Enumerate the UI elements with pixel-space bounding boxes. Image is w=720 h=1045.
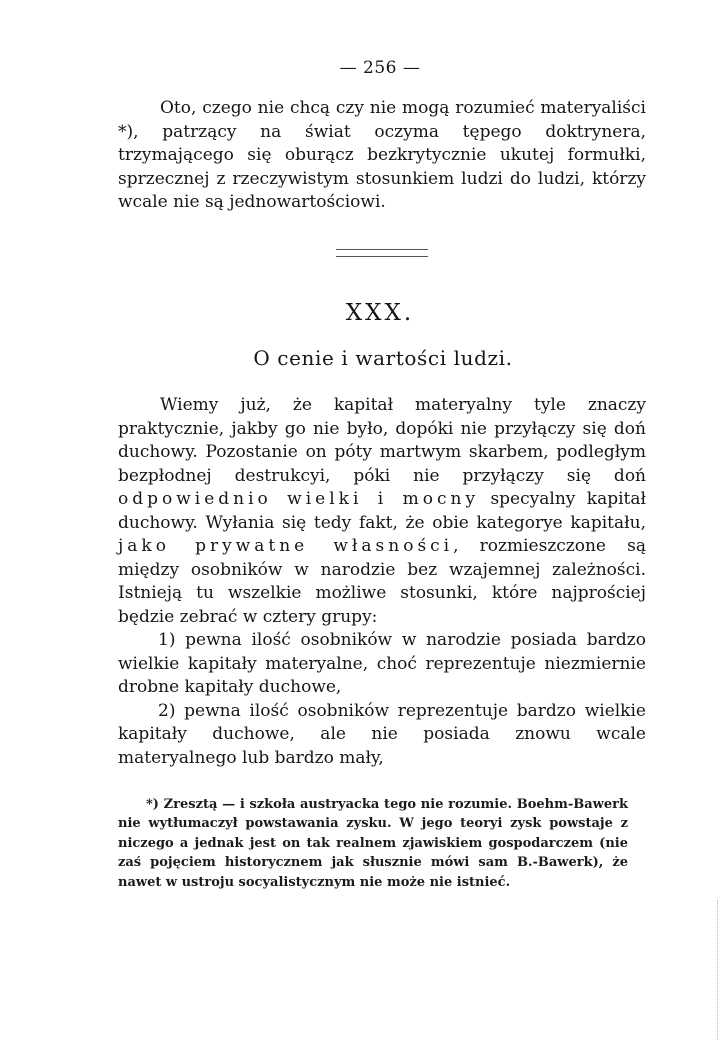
chapter-title: O cenie i wartości ludzi.	[253, 346, 513, 370]
main-paragraph	[118, 394, 646, 629]
footnote-text: *) Zresztą — i szkoła austryacka tego nie rozumie. Boehm-Bawerk nie wytłumaczył powstawania zysku. W jego teoryi zysk powstaje z niczego a jednak jest on tak realnem zjawiskiem gospodarczem (nie zaś pojęciem historycznem jak słusznie mówi sam B.-Bawerk), że nawet w ustroju socyalistycznym nie może nie istnieć.	[118, 797, 628, 890]
intro-paragraph-block	[118, 97, 646, 215]
page-edge-mark	[715, 900, 718, 1040]
page-number: — 256 —	[339, 58, 421, 78]
intro-paragraph: Oto, czego nie chcą czy nie mogą rozumieć materyaliści *), patrzący na świat oczyma tępego doktrynera, trzymającego się oburącz bezkrytycznie ukutej formułki, sprzecznej z rzeczywistym stosunkiem ludzi do ludzi, którzy wcale nie są jednowartościowi.	[118, 98, 646, 212]
main-text-block	[118, 394, 646, 770]
main-paragraph-text: , rozmieszczone są między osobników w narodzie bez wzajemnej zależności. Istnieją tu wszelkie możliwe stosunki, które najprościej będzie zebrać w cztery grupy:	[118, 536, 646, 627]
main-paragraph-text: Wiemy już, że kapitał materyalny tyle znaczy praktycznie, jakby go nie było, dopóki nie przyłączy się doń duchowy. Pozostanie on póty martwym skarbem, podległym bezpłodnej destrukcyi, póki nie przyłączy się doń	[118, 395, 646, 486]
list-item: 1) pewna ilość osobników w narodzie posiada bardzo wielkie kapitały materyalne, choć reprezentuje niezmiernie drobne kapitały duchowe,	[118, 630, 646, 697]
main-paragraph-text: specyalny kapitał duchowy. Wyłania się tedy fakt, że obie kategorye kapitału,	[118, 489, 646, 533]
footnote	[118, 795, 628, 892]
emphasized-text: jako prywatne własności	[118, 536, 454, 556]
chapter-number: XXX.	[345, 300, 415, 326]
emphasized-text: odpowiednio wielki i mocny	[118, 489, 480, 509]
section-separator-line	[336, 256, 428, 257]
section-separator-line	[336, 249, 428, 250]
list-item: 2) pewna ilość osobników reprezentuje bardzo wielkie kapitały duchowe, ale nie posiada znowu wcale materyalnego lub bardzo mały,	[118, 700, 646, 768]
